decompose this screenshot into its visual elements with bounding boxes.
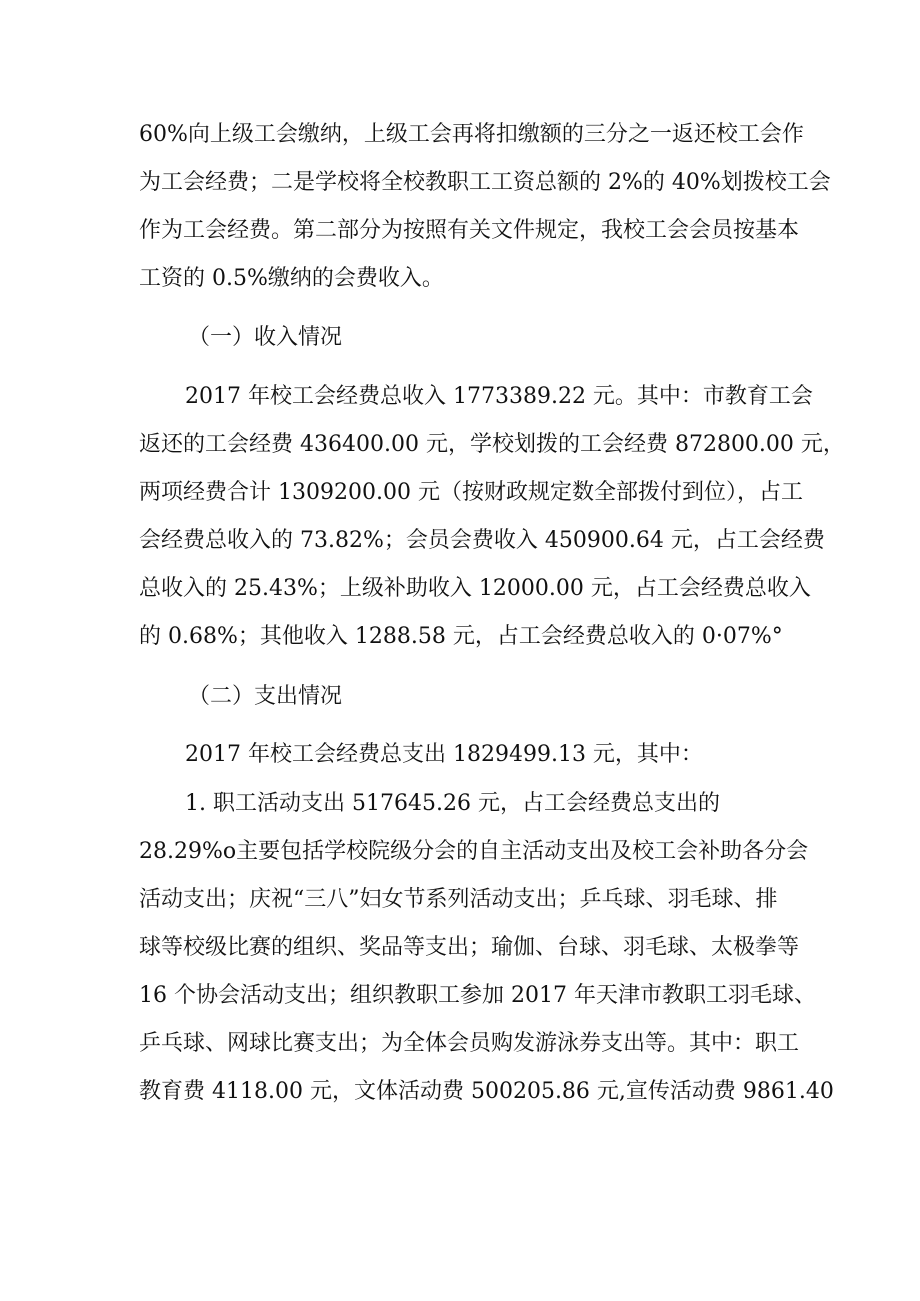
expense-line-5: 球等校级比赛的组织、奖品等支出；瑜伽、台球、羽毛球、太极拳等	[139, 935, 800, 960]
intro-line-1: 60%向上级工会缴纳，上级工会再将扣缴额的三分之一返还校工会作	[139, 122, 804, 147]
intro-line-3: 作为工会经费。第二部分为按照有关文件规定，我校工会会员按基本	[139, 218, 800, 243]
expense-heading: （二）支出情况	[188, 684, 343, 709]
income-line-3: 两项经费合计 1309200.00 元（按财政规定数全部拨付到位），占工	[139, 480, 803, 505]
income-heading: （一）收入情况	[188, 325, 343, 350]
income-line-2: 返还的工会经费 436400.00 元，学校划拨的工会经费 872800.00 元，	[139, 432, 845, 457]
income-line-6: 的 0.68%；其他收入 1288.58 元，占工会经费总收入的 0·07%°	[139, 624, 783, 649]
intro-line-4: 工资的 0.5%缴纳的会费收入。	[139, 266, 444, 291]
expense-line-8: 教育费 4118.00 元，文体活动费 500205.86 元,宣传活动费 9861.40	[139, 1079, 834, 1104]
expense-line-4: 活动支出；庆祝“三八”妇女节系列活动支出；乒乓球、羽毛球、排	[139, 887, 778, 912]
income-line-4: 会经费总收入的 73.82%；会员会费收入 450900.64 元，占工会经费	[139, 528, 825, 553]
expense-line-2: 1. 职工活动支出 517645.26 元，占工会经费总支出的	[185, 791, 720, 816]
expense-line-6: 16 个协会活动支出；组织教职工参加 2017 年天津市教职工羽毛球、	[139, 983, 816, 1008]
income-line-5: 总收入的 25.43%；上级补助收入 12000.00 元，占工会经费总收入	[139, 576, 811, 601]
intro-line-2: 为工会经费；二是学校将全校教职工工资总额的 2%的 40%划拨校工会	[139, 170, 831, 195]
expense-line-3: 28.29%o主要包括学校院级分会的自主活动支出及校工会补助各分会	[139, 839, 809, 864]
expense-line-1: 2017 年校工会经费总支出 1829499.13 元，其中：	[185, 742, 703, 767]
income-line-1: 2017 年校工会经费总收入 1773389.22 元。其中：市教育工会	[185, 384, 813, 409]
expense-line-7: 乒乓球、网球比赛支出；为全体会员购发游泳券支出等。其中：职工	[139, 1031, 800, 1056]
